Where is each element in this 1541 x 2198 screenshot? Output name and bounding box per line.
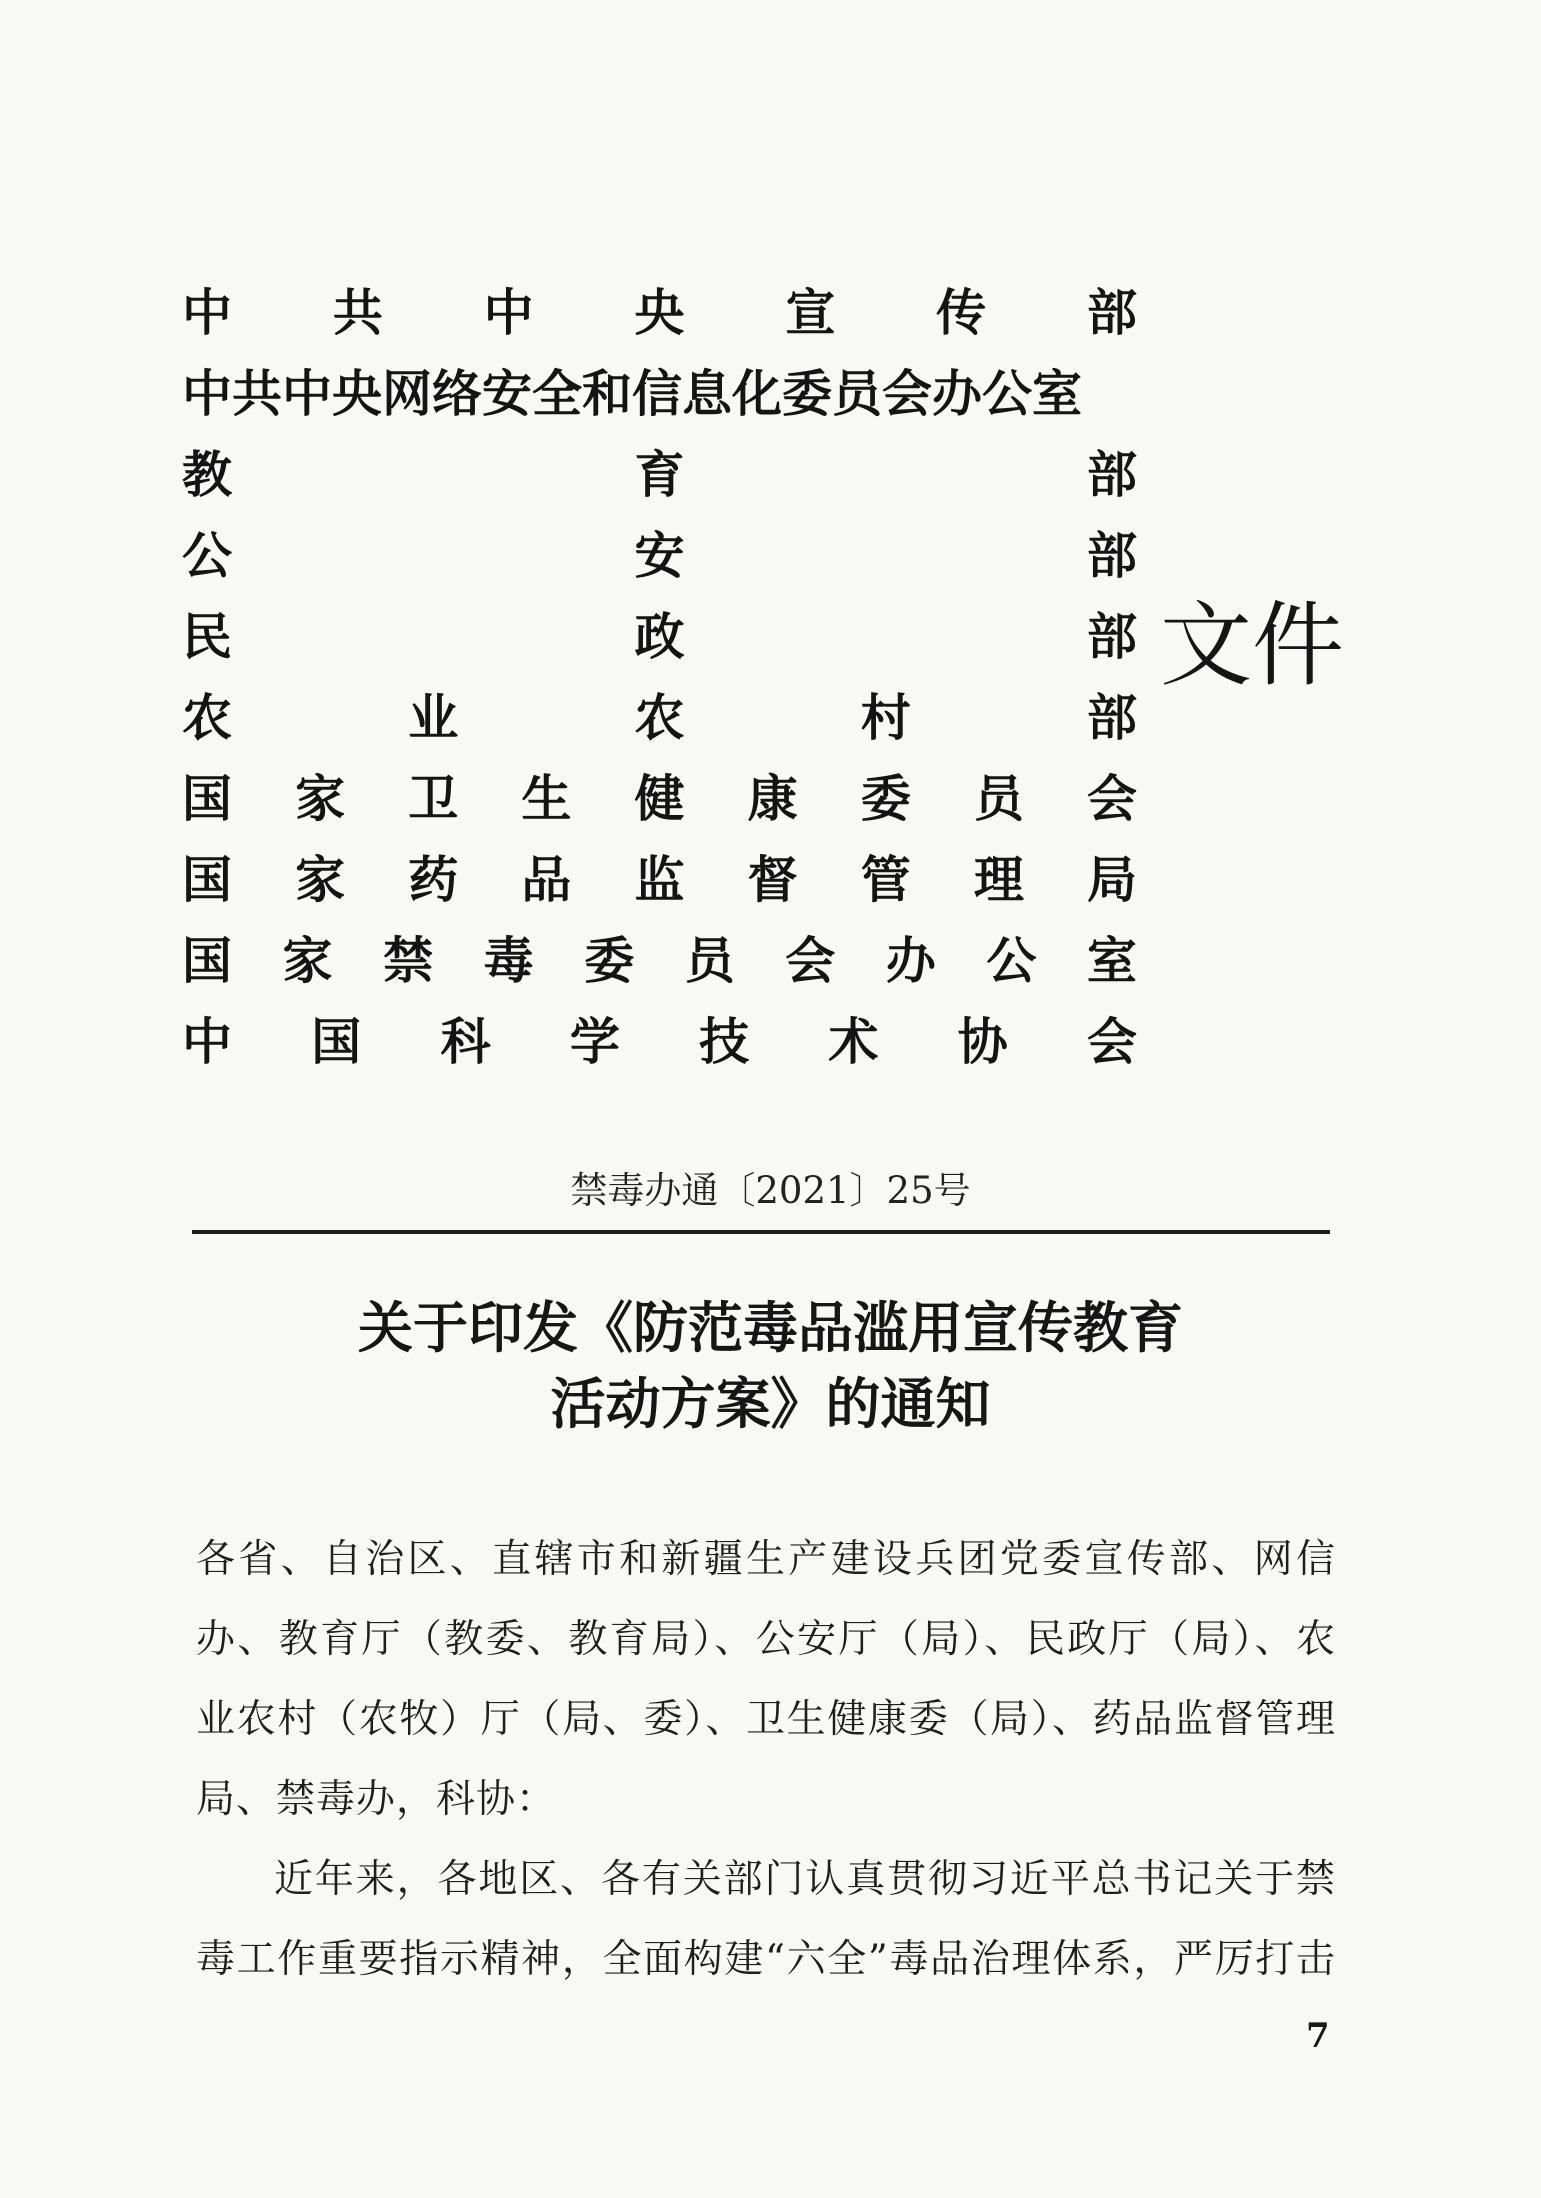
organization-row xyxy=(182,272,1137,353)
organization-name-part: 国 xyxy=(311,1012,362,1071)
organization-row xyxy=(182,515,1137,596)
organization-name-part: 术 xyxy=(828,1012,879,1071)
organization-name-part: 宣 xyxy=(785,283,836,342)
organization-name-part: 传 xyxy=(936,283,987,342)
organization-name-part: 毒 xyxy=(483,931,534,990)
organization-name-part: 国 xyxy=(182,769,232,828)
notice-body xyxy=(196,1520,1336,2000)
organization-name-part: 教 xyxy=(182,445,232,504)
organization-name-part: 育 xyxy=(634,445,685,504)
organization-name-part: 村 xyxy=(860,688,911,747)
organization-name-part: 中共中央网络安全和信息化委员会办公室 xyxy=(182,364,1082,423)
organization-name-part: 中 xyxy=(182,283,232,342)
organization-name-part: 学 xyxy=(569,1012,620,1071)
organization-name-part: 局 xyxy=(1087,850,1137,909)
organization-name-part: 会 xyxy=(785,931,836,990)
organization-name-part: 委 xyxy=(584,931,635,990)
organization-name-part: 中 xyxy=(182,1012,232,1071)
organization-name-part: 技 xyxy=(699,1012,750,1071)
organization-row xyxy=(182,353,1137,434)
document-type-label: 文件 xyxy=(1160,592,1345,699)
organization-row xyxy=(182,596,1137,677)
organization-name-part: 健 xyxy=(634,769,685,828)
organization-name-part: 部 xyxy=(1086,283,1137,342)
organization-row xyxy=(182,839,1137,920)
red-header-rule xyxy=(192,1230,1330,1234)
organization-row xyxy=(182,434,1137,515)
organization-name-part: 部 xyxy=(1087,688,1137,747)
organization-name-part: 生 xyxy=(521,769,572,828)
organization-name-part: 家 xyxy=(295,850,346,909)
organization-name-part: 卫 xyxy=(408,769,459,828)
organization-name-part: 监 xyxy=(634,850,685,909)
body-paragraph-1: 近年来，各地区、各有关部门认真贯彻习近平总书记关于禁毒工作重要指示精神，全面构建“六全”毒品治理体系，严厉打击 xyxy=(196,1857,1336,1982)
organization-name-part: 安 xyxy=(634,526,685,585)
organization-name-part: 部 xyxy=(1087,445,1137,504)
organization-name-part: 员 xyxy=(684,931,735,990)
organization-row xyxy=(182,920,1137,1001)
organization-name-part: 家 xyxy=(282,931,333,990)
organization-name-part: 办 xyxy=(885,931,936,990)
organization-name-part: 国 xyxy=(182,850,232,909)
organization-name-part: 康 xyxy=(747,769,798,828)
organization-name-part: 理 xyxy=(973,850,1024,909)
organization-name-part: 部 xyxy=(1087,607,1137,666)
addressee-paragraph: 各省、自治区、直辖市和新疆生产建设兵团党委宣传部、网信办、教育厅（教委、教育局）、公安厅（局）、民政厅（局）、农业农村（农牧）厅（局、委）、卫生健康委（局）、药品监督管理局、禁毒办，科协： xyxy=(196,1537,1336,1822)
organization-name-part: 公 xyxy=(182,526,232,585)
notice-title-line-1: 关于印发《防范毒品滥用宣传教育 xyxy=(357,1295,1183,1360)
notice-title xyxy=(0,1290,1541,1442)
organization-name-part: 会 xyxy=(1087,769,1137,828)
organization-name-part: 部 xyxy=(1087,526,1137,585)
organization-name-part: 共 xyxy=(332,283,383,342)
organization-name-part: 管 xyxy=(860,850,911,909)
organization-name-part: 品 xyxy=(521,850,572,909)
organization-row xyxy=(182,677,1137,758)
organization-name-part: 家 xyxy=(295,769,346,828)
organization-name-part: 委 xyxy=(860,769,911,828)
organization-name-part: 业 xyxy=(408,688,459,747)
organization-name-part: 科 xyxy=(440,1012,491,1071)
organization-name-part: 国 xyxy=(182,931,232,990)
document-number-text: 禁毒办通〔2021〕25号 xyxy=(570,1169,971,1212)
organization-name-part: 室 xyxy=(1086,931,1137,990)
organization-name-part: 央 xyxy=(634,283,685,342)
organization-name-part: 政 xyxy=(634,607,685,666)
organization-name-part: 禁 xyxy=(383,931,434,990)
organization-row xyxy=(182,758,1137,839)
organization-name-part: 员 xyxy=(973,769,1024,828)
document-number xyxy=(0,1160,1541,1214)
issuing-organizations xyxy=(182,272,1137,1082)
organization-name-part: 民 xyxy=(182,607,232,666)
organization-name-part: 农 xyxy=(634,688,685,747)
organization-name-part: 督 xyxy=(747,850,798,909)
organization-name-part: 药 xyxy=(408,850,459,909)
page-number: 7 xyxy=(1306,2016,1330,2056)
organization-name-part: 中 xyxy=(483,283,534,342)
organization-row xyxy=(182,1001,1137,1082)
organization-name-part: 公 xyxy=(986,931,1037,990)
organization-name-part: 会 xyxy=(1086,1012,1137,1071)
organization-name-part: 协 xyxy=(957,1012,1008,1071)
organization-name-part: 农 xyxy=(182,688,232,747)
notice-title-line-2: 活动方案》的通知 xyxy=(550,1371,991,1436)
